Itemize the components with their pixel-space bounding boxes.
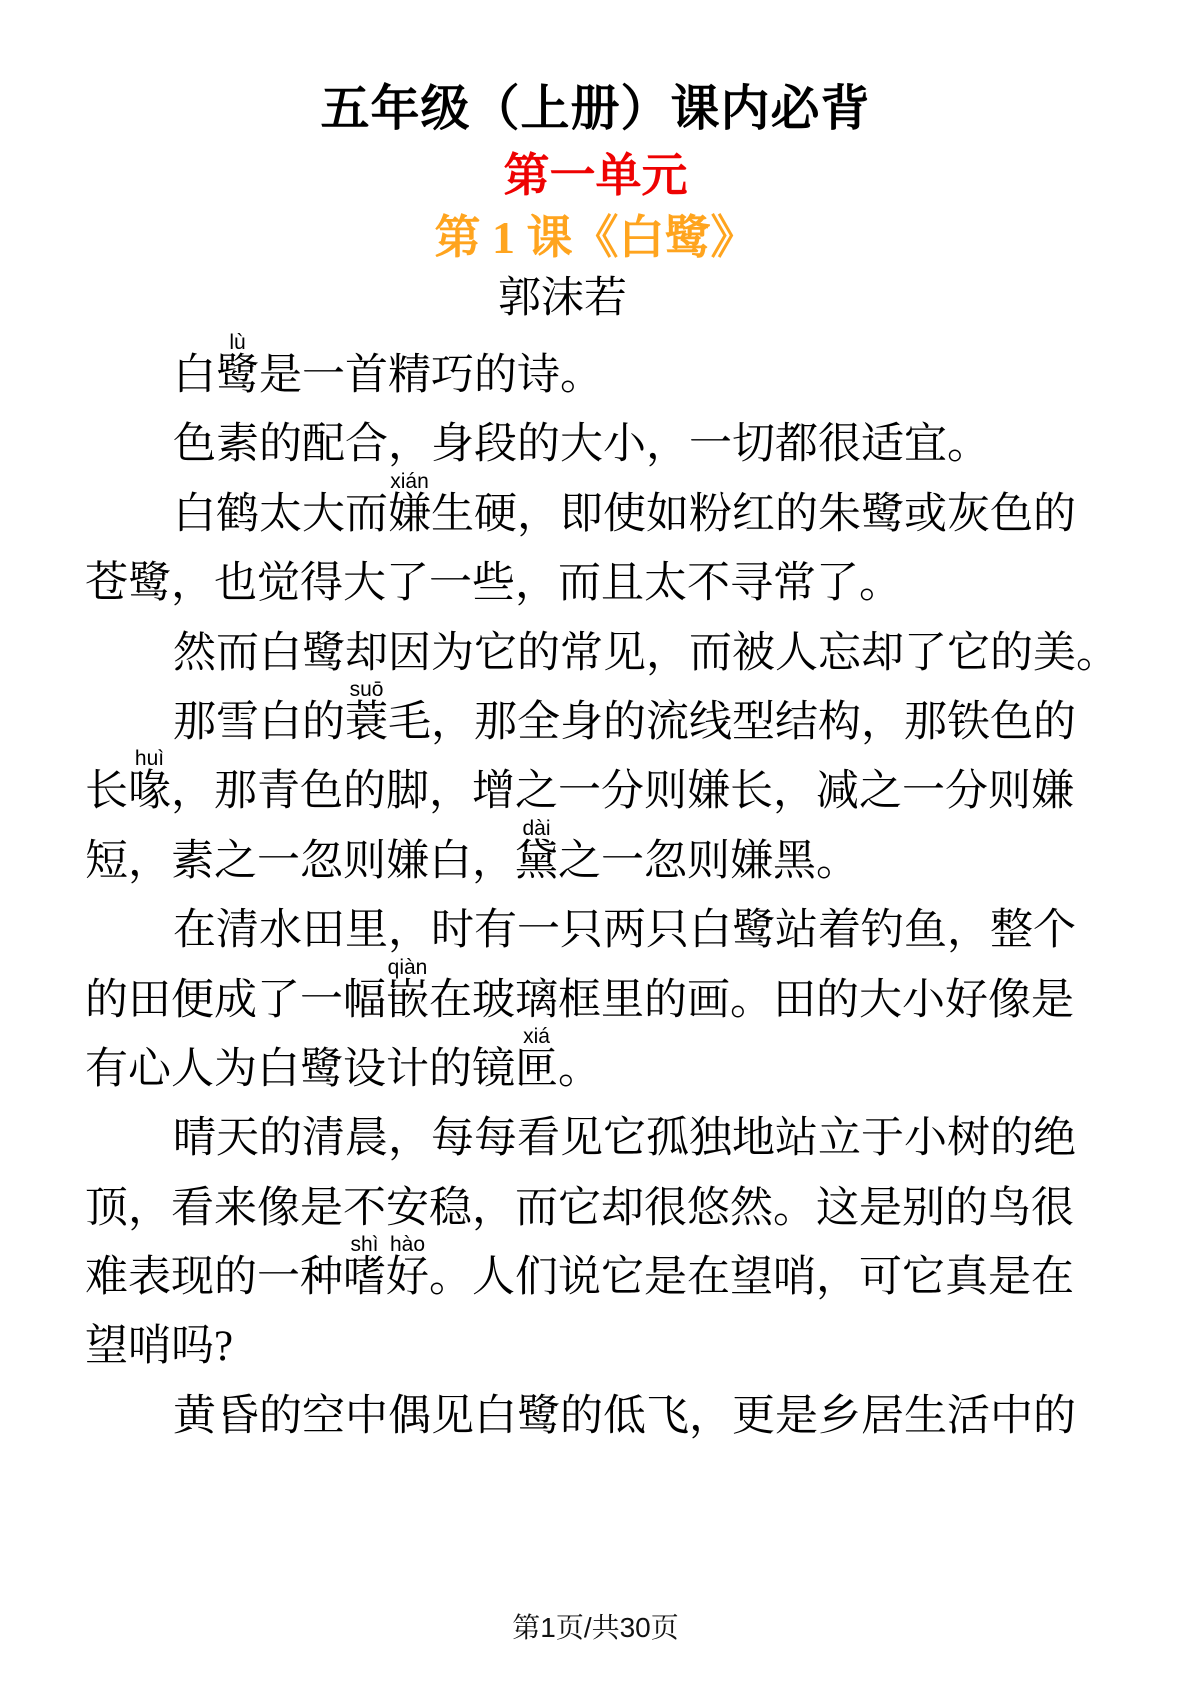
ruby-annotated-char: 鹭 lù <box>216 331 259 399</box>
text-segment: 在玻璃框里的画。田的大小好像是 <box>429 976 1074 1024</box>
pinyin-annotation: qiàn <box>387 955 428 979</box>
text-segment: 长 <box>85 768 128 816</box>
pinyin-annotation: huì <box>134 747 165 771</box>
text-segment: 白鹤太大而 <box>173 490 388 538</box>
ruby-annotated-char: 嫌 xián <box>388 469 431 538</box>
text-segment: 。 <box>558 1045 601 1093</box>
lesson-body <box>85 331 1191 1451</box>
text-segment: 望哨吗? <box>85 1323 234 1371</box>
text-line <box>85 955 1191 1035</box>
pinyin-annotation: lù <box>229 331 246 354</box>
author-name: 郭沫若 <box>498 275 627 322</box>
unit-heading: 第一单元 <box>503 150 688 201</box>
pinyin-annotation: dài <box>522 816 551 840</box>
text-segment: 之一忽则嫌黑。 <box>558 837 859 885</box>
document-title: 五年级（上册）课内必背 <box>320 81 871 136</box>
text-segment: 然而白鹭却因为它的常见，而被人忘却了它的美。 <box>173 629 1119 677</box>
text-line <box>85 549 1191 618</box>
pinyin-annotation: shì <box>350 1233 379 1257</box>
text-line <box>85 1382 1191 1451</box>
text-segment: 短，素之一忽则嫌白， <box>85 837 515 885</box>
ruby-annotated-char: 匣 xiá <box>515 1024 558 1093</box>
pinyin-annotation: hào <box>389 1233 426 1257</box>
text-segment: 顶，看来像是不安稳，而它却很悠然。这是别的鸟很 <box>85 1184 1074 1232</box>
text-line <box>85 816 1191 896</box>
page-number-indicator: 第1页/共30页 <box>512 1612 679 1643</box>
text-line <box>85 1174 1191 1243</box>
text-line <box>85 1233 1191 1312</box>
text-segment: 在清水田里，时有一只两只白鹭站着钓鱼，整个 <box>173 907 1076 955</box>
lesson-heading: 第 1 课《白鹭》 <box>434 212 757 263</box>
text-line <box>85 410 1191 479</box>
text-line <box>85 747 1191 826</box>
text-line <box>85 1312 1191 1381</box>
text-segment: 白 <box>173 352 216 399</box>
text-segment: 难表现的一种 <box>85 1254 343 1302</box>
pinyin-annotation: xián <box>390 469 429 493</box>
text-line <box>85 677 1191 757</box>
text-segment: 晴天的清晨，每每看见它孤独地站立于小树的绝 <box>173 1115 1076 1163</box>
text-segment: 那雪白的 <box>173 698 345 746</box>
text-segment: 苍鹭，也觉得大了一些，而且太不寻常了。 <box>85 560 902 608</box>
text-line <box>85 896 1191 965</box>
text-segment: 色素的配合，身段的大小，一切都很适宜。 <box>173 421 990 469</box>
ruby-annotated-char: 黛 dài <box>515 816 558 885</box>
text-segment: 生硬，即使如粉红的朱鹭或灰色的 <box>431 490 1076 538</box>
text-line <box>85 619 1191 688</box>
text-segment: 的田便成了一幅 <box>85 976 386 1024</box>
text-segment: 。人们说它是在望哨，可它真是在 <box>429 1254 1074 1302</box>
text-line <box>85 331 1191 410</box>
text-line <box>85 1104 1191 1173</box>
text-segment: 毛，那全身的流线型结构，那铁色的 <box>388 698 1076 746</box>
text-segment: 是一首精巧的诗。 <box>259 352 603 399</box>
text-segment: ，那青色的脚，增之一分则嫌长，减之一分则嫌 <box>171 768 1074 816</box>
ruby-annotated-char: 嵌 qiàn <box>386 955 429 1024</box>
text-line <box>85 1024 1191 1104</box>
ruby-annotated-char: 嗜 shì <box>343 1233 386 1302</box>
text-line <box>85 469 1191 549</box>
pinyin-annotation: xiá <box>523 1024 550 1048</box>
ruby-annotated-char: 好 hào <box>386 1233 429 1302</box>
pinyin-annotation: suō <box>349 677 384 701</box>
ruby-annotated-char: 喙 huì <box>128 747 171 816</box>
text-segment: 有心人为白鹭设计的镜 <box>85 1045 515 1093</box>
ruby-annotated-char: 蓑 suō <box>345 677 388 746</box>
text-segment: 黄昏的空中偶见白鹭的低飞，更是乡居生活中的 <box>173 1392 1076 1440</box>
